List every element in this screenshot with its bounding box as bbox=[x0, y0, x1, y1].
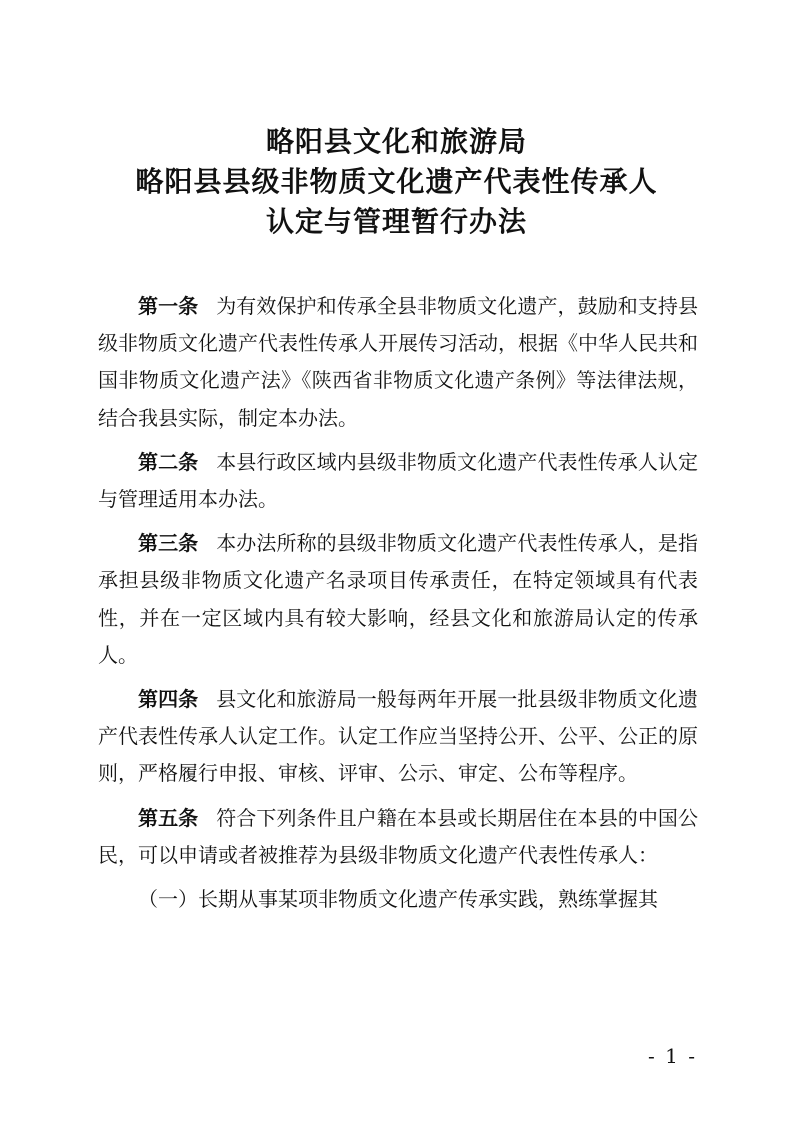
article-label: 第五条 bbox=[138, 805, 199, 830]
document-body bbox=[98, 288, 698, 918]
page-number: - 1 - bbox=[648, 1044, 697, 1068]
article-5 bbox=[98, 800, 698, 874]
article-text: 县文化和旅游局一般每两年开展一批县级非物质文化遗产代表性传承人认定工作。认定工作应当坚持公开、公平、公正的原则，严格履行申报、审核、评审、公示、审定、公布等程序。 bbox=[98, 687, 699, 786]
article-text: 为有效保护和传承全县非物质文化遗产，鼓励和支持县级非物质文化遗产代表性传承人开展传习活动，根据《中华人民共和国非物质文化遗产法》《陕西省非物质文化遗产条例》等法律法规，结合我县实际，制定本办法。 bbox=[98, 294, 699, 430]
article-text: 本办法所称的县级非物质文化遗产代表性传承人，是指承担县级非物质文化遗产名录项目传承责任，在特定领域具有代表性，并在一定区域内具有较大影响，经县文化和旅游局认定的传承人。 bbox=[98, 531, 699, 667]
article-1 bbox=[98, 288, 698, 437]
article-label: 第二条 bbox=[138, 449, 199, 474]
article-3 bbox=[98, 525, 698, 674]
list-item-1: （一）长期从事某项非物质文化遗产传承实践，熟练掌握其 bbox=[138, 887, 658, 912]
article-text: 本县行政区域内县级非物质文化遗产代表性传承人认定与管理适用本办法。 bbox=[98, 449, 699, 512]
article-label: 第三条 bbox=[138, 531, 199, 556]
article-2 bbox=[98, 444, 698, 518]
article-label: 第一条 bbox=[138, 294, 199, 318]
title-line-2: 略阳县县级非物质文化遗产代表性传承人 bbox=[135, 165, 658, 198]
title-line-1: 略阳县文化和旅游局 bbox=[265, 125, 527, 158]
article-4 bbox=[98, 681, 698, 793]
article-text: 符合下列条件且户籍在本县或长期居住在本县的中国公民，可以申请或者被推荐为县级非物质文化遗产代表性传承人： bbox=[98, 805, 699, 867]
article-label: 第四条 bbox=[138, 687, 199, 712]
document-title bbox=[0, 122, 793, 242]
title-line-3: 认定与管理暂行办法 bbox=[265, 205, 527, 238]
